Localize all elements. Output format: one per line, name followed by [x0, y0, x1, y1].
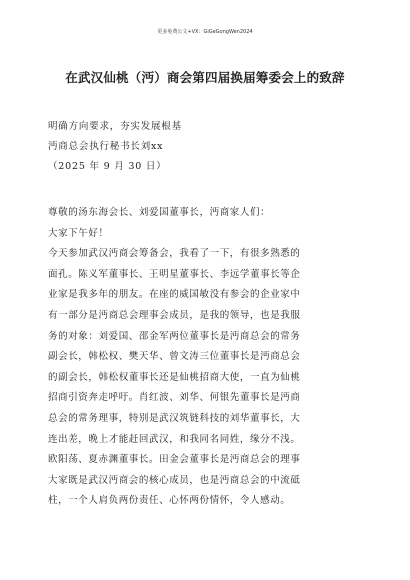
paragraph-line: 招商引资奔走呼吁。肖红波、刘华、何银先董事长是沔商	[48, 392, 301, 404]
header-note: 更多免费公文+VX：GiGeGongWen2024	[157, 29, 253, 35]
paragraph-line: 业家是我多年的朋友。在座的威国敏没有参会的企业家中	[48, 289, 301, 301]
greeting-line: 大家下午好！	[48, 227, 109, 239]
paragraph-line: 总会的常务理事，特别是武汉筑链科技的刘华董事长，大	[48, 412, 301, 424]
document-title: 在武汉仙桃（沔）商会第四届换届筹委会上的致辞	[65, 70, 345, 85]
subhead-date: （2025 年 9 月 30 日）	[48, 161, 167, 172]
paragraph-line: 面孔。陈义军董事长、王明星董事长、李远学董事长等企	[48, 268, 301, 280]
paragraph-line: 有一部分是沔商总会理事会成员，是我的领导，也是我服	[48, 309, 301, 321]
paragraph-line: 副会长，韩松权、樊天华、曾文涛三位董事长是沔商总会	[48, 351, 301, 363]
subhead-theme: 明确方向要求，夯实发展根基	[48, 121, 182, 132]
paragraph-line: 务的对象：刘爱国、邵金军两位董事长是沔商总会的常务	[48, 330, 301, 342]
paragraph-line: 今天参加武汉沔商会筹备会，我看了一下，有很多熟悉的	[48, 248, 301, 260]
paragraph-line: 大家既是武汉沔商会的核心成员，也是沔商总会的中流砥	[48, 474, 301, 486]
paragraph-line: 的副会长，韩松权董事长还是仙桃招商大使，一直为仙桃	[48, 371, 301, 383]
subhead-block	[48, 117, 362, 177]
paragraph-line: 柱，一个人肩负两份责任、心怀两份情怀，令人感动。	[48, 495, 291, 507]
paragraph-line: 连出差，晚上才能赶回武汉，和我同名同姓，缘分不浅。	[48, 433, 301, 445]
subhead-speaker: 沔商总会执行秘书长刘xx	[48, 141, 164, 152]
paragraph-line: 欧阳荡、夏赤渊董事长。田金会董事长是沔商总会的理事	[48, 454, 301, 466]
speech-body	[48, 203, 362, 512]
salutation-line: 尊敬的汤东海会长、刘爱国董事长，沔商家人们：	[48, 207, 271, 218]
